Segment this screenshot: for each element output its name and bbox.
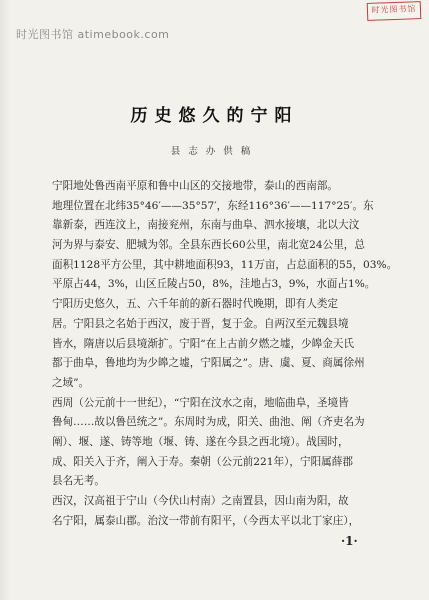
body-line: 县名无考。	[52, 475, 105, 488]
body-line: 宁阳地处鲁西南平原和鲁中山区的交接地带，泰山的西南部。	[52, 180, 339, 192]
body-line: 皆水，隋唐以后县境渐扩。宁阳“在上古前夕燃之墟，少皞金天氏	[52, 337, 355, 350]
body-line: 平原占44，3%，山区丘陵占50，8%，洼地占3，9%，水面占1%。	[52, 278, 376, 291]
body-line: 地理位置在北纬35°46′——35°57′，东经116°36′——117°25′。东	[52, 199, 374, 212]
body-line: 之域”。	[52, 376, 90, 389]
body-line: 鲁甸……故以鲁邑统之”。东周时为成，阳关、曲池、阐（齐吏名为	[52, 416, 365, 429]
article-title: 历史悠久的宁阳	[130, 106, 299, 126]
body-line: 居。宁阳县之名始于西汉，废于晋，复于金。自两汉至元魏县境	[52, 317, 349, 330]
body-line: 名宁阳，属泰山郡。治汶一带前有阳平，（今西太平以北丁家庄），	[52, 514, 360, 527]
body-line: 面积1128平方公里，其中耕地面积93，11万亩，占总面积的55，03%。	[52, 258, 397, 271]
library-stamp	[367, 1, 422, 21]
body-line: 河为界与泰安、肥城为邻。全县东西长60公里，南北宽24公里，总	[52, 239, 365, 252]
body-line: 成、阳关入于齐，阐入于寿。秦朝（公元前221年），宁阳属薛郡	[52, 455, 353, 468]
body-line: 靠新泰，西连汶上，南接兖州，东南与曲阜、泗水接壤，北以大汶	[52, 219, 360, 232]
page-spine-shadow	[0, 0, 10, 600]
body-line: 阐）、堰、遂、铸等地（堰、铸、遂在今县之西北境）。战国时，	[52, 435, 349, 448]
page-number: ·1·	[341, 534, 358, 548]
watermark-text: 时光图书馆 atimebook.com	[16, 28, 170, 41]
body-line: 都于曲阜，鲁地均为少皞之墟，宁阳属之”。唐、虞、夏、商属徐州	[52, 357, 365, 370]
body-line: 西汉，汉高祖于宁山（今伏山村南）之南置县，因山南为阳，故	[52, 495, 349, 507]
body-line: 西周（公元前十一世纪），“宁阳在汶水之南，地临曲阜，圣境皆	[52, 396, 349, 409]
body-line: 宁阳历史悠久，五、六千年前的新石器时代晚期，即有人类定	[52, 298, 339, 311]
article-body	[52, 177, 397, 531]
article-author: 县志办供稿	[170, 146, 259, 157]
stamp-text: 时光图书馆	[371, 4, 417, 15]
